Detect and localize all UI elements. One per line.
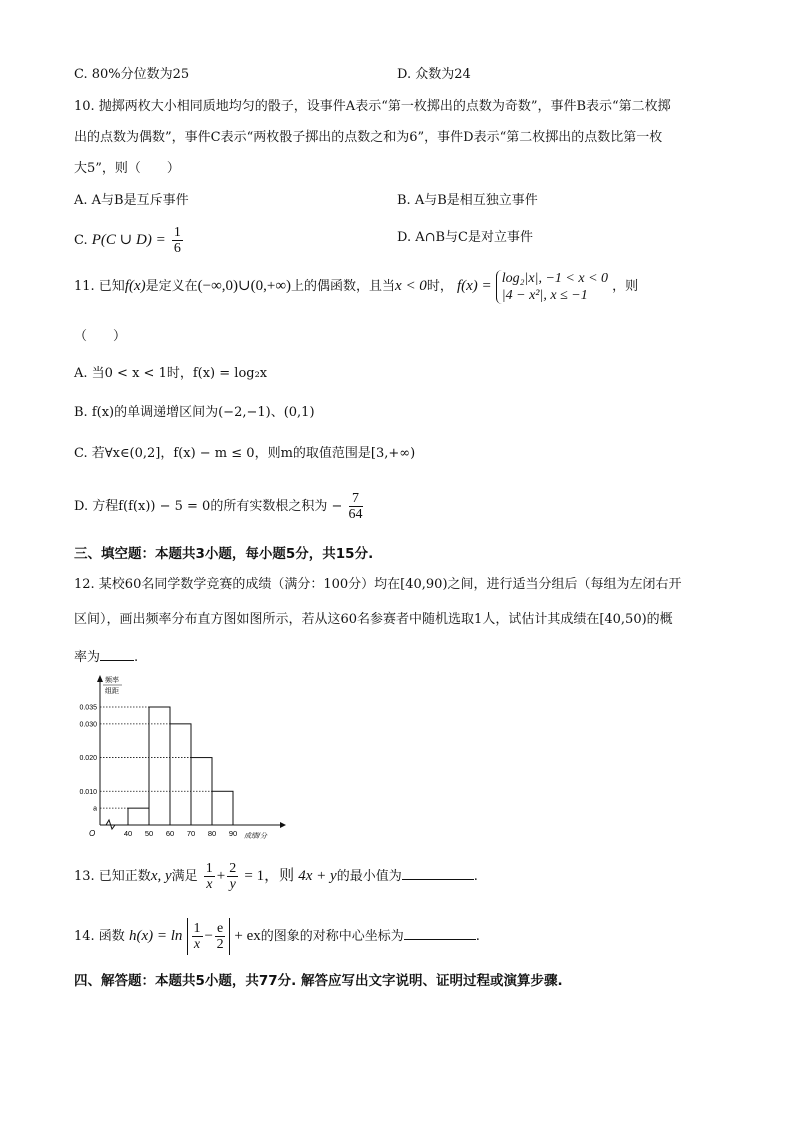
q10-option-c-expr: P(C ∪ D) = — [91, 232, 166, 248]
q11-option-d: D. 方程f(f(x)) − 5 = 0的所有实数根之积为 − $\frac{7}{64}$ — [74, 491, 363, 522]
histogram-bar-40-50 — [128, 808, 149, 825]
q11-option-d-fraction: $\frac{7}{64}$ — [348, 491, 363, 522]
histogram-bar-80-90 — [212, 791, 233, 825]
q11-paren: （ ） — [74, 329, 127, 344]
q10-option-b: B. A与B是相互独立事件 — [397, 193, 538, 208]
x-tick-label: 70 — [186, 829, 196, 838]
x-tick-label: 40 — [123, 829, 133, 838]
y-tick-label: 0.020 — [79, 755, 97, 763]
y-label-bottom: 组距 — [105, 688, 119, 695]
q12-answer-blank — [100, 648, 134, 661]
q9-option-d: D. 众数为24 — [397, 67, 471, 82]
q12-stem-line2: 区间），画出频率分布直方图如图所示，若从这60名参赛者中随机选取1人，试估计其成绩在[40,50)的概 — [74, 612, 673, 627]
y-tick-label: 0.035 — [79, 704, 97, 712]
q14-absolute-value: $\frac{1}{x}$ − $\frac{e}{2}$ — [187, 918, 231, 955]
q14-answer-blank — [404, 927, 476, 940]
x-axis-arrow — [280, 822, 286, 828]
section-4-heading: 四、解答题：本题共5小题，共77分. 解答应写出文字说明、证明过程或演算步骤. — [74, 973, 563, 989]
histogram-bar-50-60 — [149, 707, 170, 825]
q12-stem-line3: 率为 . — [74, 650, 139, 665]
frequency-histogram — [70, 672, 290, 842]
x-tick-label: 50 — [144, 829, 154, 838]
x-axis-label: 成绩/分 — [244, 833, 267, 840]
q10-stem-line1: 10. 抛掷两枚大小相同质地均匀的骰子，设事件A表示“第一枚掷出的点数为奇数”，事件B表示“第二枚掷 — [74, 99, 671, 114]
q9-option-c: C. 80%分位数为25 — [74, 67, 190, 82]
x-tick-label: 60 — [165, 829, 175, 838]
q11-option-c: C. 若∀x∈(0,2]，f(x) − m ≤ 0，则m的取值范围是[3,+∞) — [74, 446, 416, 461]
y-axis-arrow — [97, 675, 103, 682]
q13-answer-blank — [402, 867, 474, 880]
q10-stem-line3: 大5”，则（ ） — [74, 161, 180, 176]
y-tick-label: 0.030 — [79, 721, 97, 729]
x-tick-label: 80 — [207, 829, 217, 838]
q12-stem-line1: 12. 某校60名同学数学竞赛的成绩（满分：100分）均在[40,90)之间，进行适当分组后（每组为左闭右开 — [74, 577, 682, 592]
q10-stem-line2: 出的点数为偶数”，事件C表示“两枚骰子掷出的点数之和为6”，事件D表示“第二枚掷出的点数比第一枚 — [74, 130, 663, 145]
section-3-heading: 三、填空题：本题共3小题，每小题5分，共15分. — [74, 546, 374, 562]
origin-label: O — [89, 829, 96, 838]
histogram-bar-60-70 — [170, 724, 191, 825]
x-tick-label: 90 — [228, 829, 238, 838]
q10-option-c-fraction: $\frac{1}{6}$ — [173, 225, 181, 256]
q10-option-c: C. P(C ∪ D) = $\frac{1}{6}$ — [74, 225, 181, 256]
q11-stem: 11. 已知f(x)是定义在(−∞,0)∪(0,+∞)上的偶函数，且当x < 0时， f(x) = log₂|x|, −1 < x < 0 |4 − x²|, x ≤ −1 ，则 — [74, 270, 639, 303]
q14-stem: 14. 函数 h(x) = ln $\frac{1}{x}$ − $\frac{e}{2}$ + ex的图象的对称中心坐标为 . — [74, 918, 480, 955]
y-tick-label: a — [93, 805, 97, 813]
q11-piecewise: log₂|x|, −1 < x < 0 |4 − x²|, x ≤ −1 — [496, 270, 608, 304]
y-label-top: 频率 — [105, 677, 119, 684]
y-tick-label: 0.010 — [79, 788, 97, 796]
q10-option-a: A. A与B是互斥事件 — [74, 193, 189, 208]
q11-option-a: A. 当0 < x < 1时，f(x) = log₂x — [74, 366, 268, 381]
q10-option-d: D. A∩B与C是对立事件 — [397, 230, 534, 245]
q13-stem: 13. 已知正数x, y满足 $\frac{1}{x}$ + $\frac{2}{y}$ = 1，则 4x + y的最小值为 . — [74, 861, 478, 892]
q11-option-b: B. f(x)的单调递增区间为(−2,−1)、(0,1) — [74, 405, 315, 420]
